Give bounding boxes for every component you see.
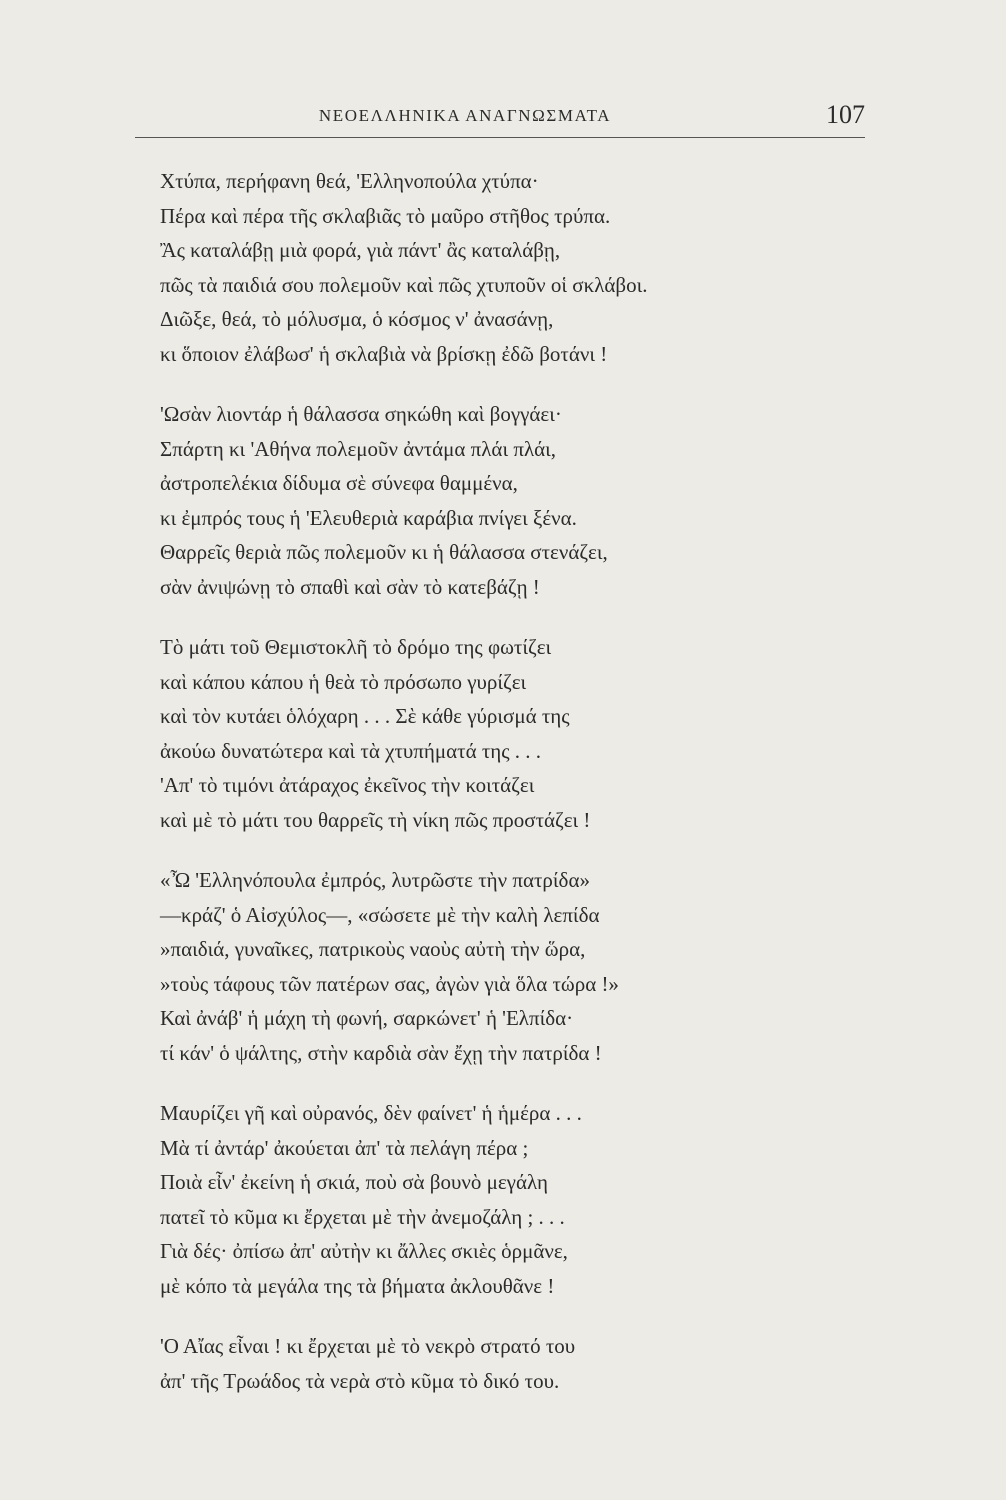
verse-line: πῶς τὰ παιδιά σου πολεμοῦν καὶ πῶς χτυποῦν οἱ σκλάβοι. [160, 272, 648, 297]
verse-line: 'Απ' τὸ τιμόνι ἀτάραχος ἐκεῖνος τὴν κοιτάζει [160, 773, 535, 797]
header-rule [135, 137, 865, 138]
verse-line: Μαυρίζει γῆ καὶ οὐρανός, δὲν φαίνετ' ἡ ἡμέρα . . . [160, 1101, 582, 1125]
stanza [160, 1096, 860, 1303]
verse-line: Πέρα καὶ πέρα τῆς σκλαβιᾶς τὸ μαῦρο στῆθος τρύπα. [160, 203, 611, 228]
verse-line: »τοὺς τάφους τῶν πατέρων σας, ἀγὼν γιὰ ὅλα τώρα !» [160, 971, 619, 996]
stanza [160, 164, 860, 371]
verse-line: «Ὦ 'Ελληνόπουλα ἐμπρός, λυτρῶστε τὴν πατρίδα» [160, 868, 590, 892]
verse-line: μὲ κόπο τὰ μεγάλα της τὰ βήματα ἀκλουθᾶνε ! [160, 1273, 555, 1298]
verse-line: κι ἐμπρός τους ἡ 'Ελευθεριὰ καράβια πνίγει ξένα. [160, 505, 577, 530]
verse-line: τί κάν' ὁ ψάλτης, στὴν καρδιὰ σὰν ἔχῃ τὴν πατρίδα ! [160, 1040, 602, 1065]
page-number: 107 [826, 100, 865, 129]
verse-line: Ἂς καταλάβῃ μιὰ φορά, γιὰ πάντ' ἂς καταλάβῃ, [160, 238, 561, 262]
verse-line: —κράζ' ὁ Αἰσχύλος—, «σώσετε μὲ τὴν καλὴ λεπίδα [160, 902, 600, 927]
verse-line: καὶ κάπου κάπου ἡ θεὰ τὸ πρόσωπο γυρίζει [160, 669, 527, 694]
verse-line: κι ὅποιον ἐλάβωσ' ἡ σκλαβιὰ νὰ βρίσκῃ ἐδῶ βοτάνι ! [160, 341, 608, 366]
verse-line: 'Ωσὰν λιοντάρ ἡ θάλασσα σηκώθη καὶ βογγάει· [160, 402, 562, 426]
running-head [135, 100, 865, 130]
stanza [160, 397, 860, 604]
verse-line: »παιδιά, γυναῖκες, πατρικοὺς ναοὺς αὐτὴ τὴν ὥρα, [160, 937, 586, 961]
verse-line: ἀστροπελέκια δίδυμα σὲ σύνεφα θαμμένα, [160, 471, 518, 495]
verse-line: Θαρρεῖς θεριὰ πῶς πολεμοῦν κι ἡ θάλασσα στενάζει, [160, 540, 608, 564]
stanza [160, 863, 860, 1070]
verse-line: Ποιὰ εἶν' ἐκείνη ἡ σκιά, ποὺ σὰ βουνὸ μεγάλη [160, 1170, 548, 1194]
verse-line: ἀκούω δυνατώτερα καὶ τὰ χτυπήματά της . . . [160, 738, 542, 763]
verse-line: Γιὰ δές· ὀπίσω ἀπ' αὐτὴν κι ἄλλες σκιὲς ὁρμᾶνε, [160, 1239, 568, 1263]
stanza [160, 1329, 860, 1398]
verse-line: καὶ μὲ τὸ μάτι του θαρρεῖς τὴ νίκη πῶς προστάζει ! [160, 807, 591, 832]
stanza [160, 630, 860, 837]
verse-line: Τὸ μάτι τοῦ Θεμιστοκλῆ τὸ δρόμο της φωτίζει [160, 635, 552, 659]
verse-line: σὰν ἀνιψώνῃ τὸ σπαθὶ καὶ σὰν τὸ κατεβάζῃ ! [160, 574, 540, 599]
verse-line: πατεῖ τὸ κῦμα κι ἔρχεται μὲ τὴν ἀνεμοζάλη ; . . . [160, 1204, 565, 1229]
verse-line: Χτύπα, περήφανη θεά, 'Ελληνοπούλα χτύπα· [160, 169, 539, 193]
verse-line: Καὶ ἀνάβ' ἡ μάχη τὴ φωνή, σαρκώνετ' ἡ 'Ελπίδα· [160, 1006, 574, 1030]
verse-line: ἀπ' τῆς Τρωάδος τὰ νερὰ στὸ κῦμα τὸ δικό του. [160, 1368, 560, 1393]
verse-line: Μὰ τί ἀντάρ' ἀκούεται ἀπ' τὰ πελάγη πέρα ; [160, 1135, 529, 1160]
verse-line: Σπάρτη κι 'Αθήνα πολεμοῦν ἀντάμα πλάι πλάι, [160, 436, 557, 461]
verse-line: Διῶξε, θεά, τὸ μόλυσμα, ὁ κόσμος ν' ἀνασάνῃ, [160, 307, 554, 331]
poem-body [160, 164, 860, 1398]
running-title: ΝΕΟΕΛΛΗΝΙΚΑ ΑΝΑΓΝΩΣΜΑΤΑ [318, 106, 612, 125]
verse-line: καὶ τὸν κυτάει ὁλόχαρη . . . Σὲ κάθε γύρισμά της [160, 704, 570, 728]
verse-line: 'Ο Αἴας εἶναι ! κι ἔρχεται μὲ τὸ νεκρὸ στρατό του [160, 1334, 576, 1358]
